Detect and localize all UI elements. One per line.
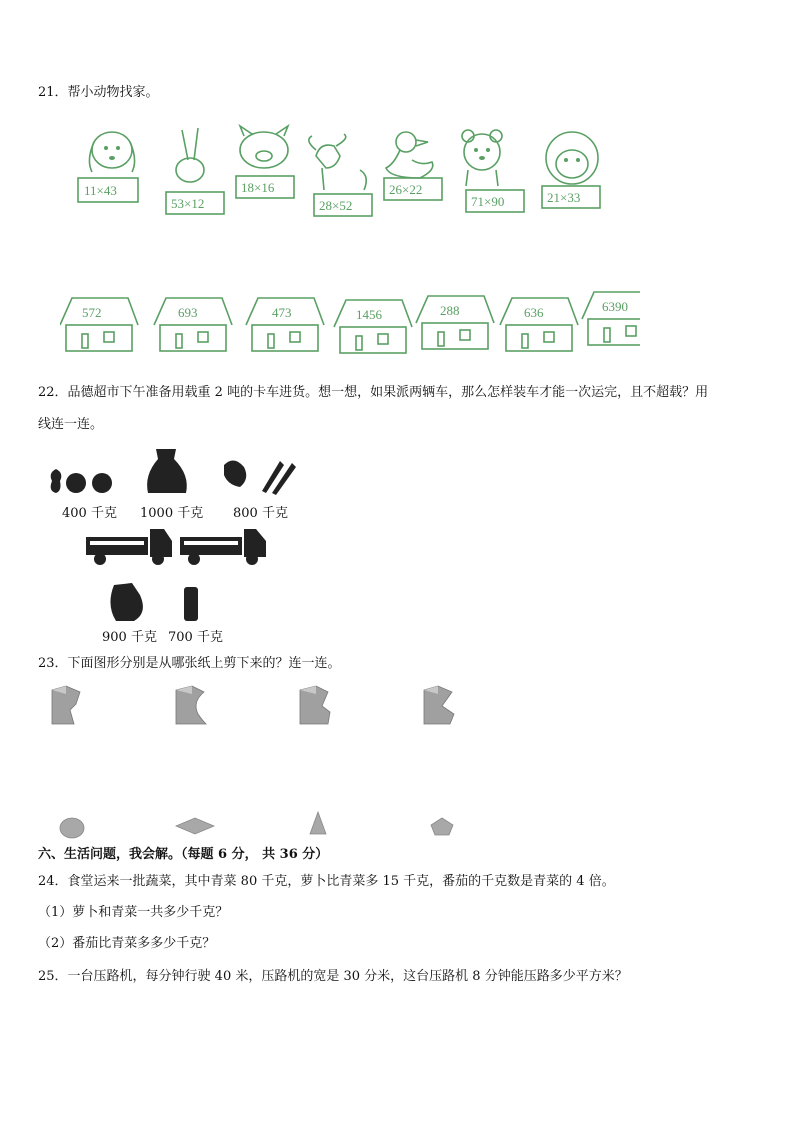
question-22-line1: 22．品德超市下午准备用载重 2 吨的卡车进货。想一想，如果派两辆车，那么怎样装车才能一次运完，且不超载？用 — [38, 385, 709, 400]
house-icon-2 — [246, 298, 324, 351]
animal-expr-4: 26×22 — [389, 182, 423, 197]
section-6-title: 六、生活问题，我会解。（每题 6 分， 共 36 分） — [38, 847, 329, 862]
question-24-text: 24．食堂运来一批蔬菜，其中青菜 80 千克，萝卜比青菜多 15 千克，番茄的千克数是青菜的 4 倍。 — [38, 874, 615, 889]
pentagon-shape-icon — [431, 818, 453, 835]
goods-weight-2: 800 千克 — [233, 506, 288, 521]
triangle-shape-icon — [310, 812, 326, 834]
pig-icon — [236, 126, 294, 198]
house-icon-1 — [154, 298, 232, 351]
vegetables-icon — [224, 460, 296, 495]
fruits-icon — [51, 469, 112, 493]
animal-expr-5: 71×90 — [471, 194, 505, 209]
question-21-text: 21．帮小动物找家。 — [38, 85, 159, 100]
bag-icon — [110, 583, 142, 621]
bear-icon — [462, 130, 524, 212]
duck-icon — [384, 132, 442, 200]
house-number-6: 6390 — [602, 299, 628, 314]
rabbit-icon — [166, 128, 224, 214]
animal-expr-2: 18×16 — [241, 180, 275, 195]
goods-weight-0: 400 千克 — [62, 506, 117, 521]
question-25-text: 25．一台压路机，每分钟行驶 40 米，压路机的宽是 30 分米，这台压路机 8 分钟能压路多少平方米？ — [38, 969, 628, 984]
goat-icon — [309, 134, 372, 216]
animal-expr-3: 28×52 — [319, 198, 353, 213]
truck-icon-left — [86, 529, 172, 565]
house-number-1: 693 — [178, 305, 198, 320]
dog-icon — [78, 132, 138, 202]
house-icon-4 — [416, 296, 494, 349]
house-icon-3 — [334, 300, 412, 353]
house-number-2: 473 — [272, 305, 292, 320]
house-icon-5 — [500, 298, 578, 351]
question-23-text: 23．下面图形分别是从哪张纸上剪下来的？连一连。 — [38, 656, 341, 671]
question-24-sub2: （2）番茄比青菜多多少千克？ — [38, 936, 216, 951]
monkey-icon — [542, 132, 600, 208]
animal-expr-0: 11×43 — [84, 183, 117, 198]
sack-icon — [147, 449, 187, 493]
house-icon-6 — [582, 292, 640, 345]
folded-paper-shapes — [40, 680, 470, 845]
rhombus-shape-icon — [176, 818, 214, 834]
circle-shape-icon — [60, 818, 84, 838]
goods-weight-1: 1000 千克 — [140, 506, 204, 521]
house-number-5: 636 — [524, 305, 544, 320]
bucket-icon — [184, 587, 198, 621]
animals-and-houses-illustration — [60, 120, 640, 360]
house-number-4: 288 — [440, 303, 460, 318]
house-number-0: 572 — [82, 305, 102, 320]
question-24-sub1: （1）萝卜和青菜一共多少千克？ — [38, 905, 229, 920]
animal-expr-6: 21×33 — [547, 190, 581, 205]
house-icon-0 — [60, 298, 138, 351]
goods-weight-4: 700 千克 — [168, 630, 223, 645]
house-number-3: 1456 — [356, 307, 382, 322]
animal-expr-1: 53×12 — [171, 196, 205, 211]
trucks-and-goods-illustration — [44, 445, 314, 625]
folded-paper-icon-4 — [424, 686, 454, 724]
question-22-line2: 线连一连。 — [38, 417, 104, 432]
truck-icon-right — [180, 529, 266, 565]
goods-weight-3: 900 千克 — [102, 630, 157, 645]
